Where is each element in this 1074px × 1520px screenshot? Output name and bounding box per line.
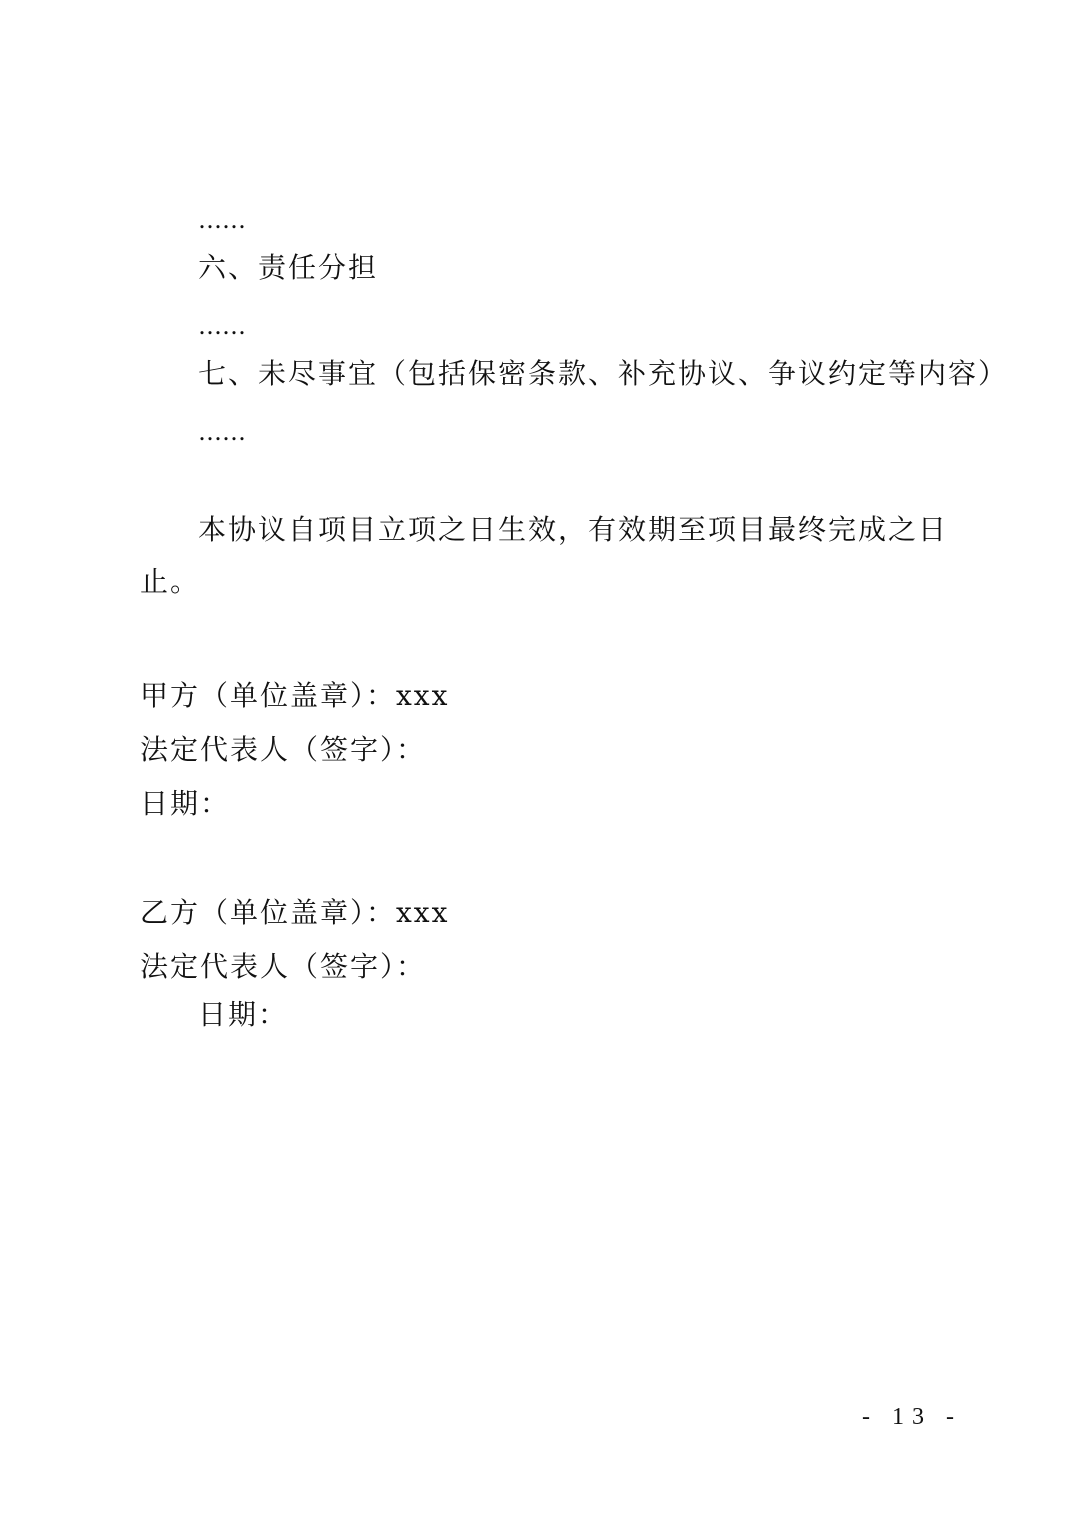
section-heading-responsibility: 六、责任分担 bbox=[198, 251, 379, 284]
effect-clause-line-1: 本协议自项目立项之日生效，有效期至项目最终完成之日 bbox=[198, 513, 949, 546]
page-number: - 13 - bbox=[862, 1404, 962, 1430]
party-b-seal-line: 乙方（单位盖章）：xxx bbox=[140, 896, 450, 929]
party-a-seal-line: 甲方（单位盖章）：xxx bbox=[140, 679, 450, 712]
effect-clause-line-2: 止。 bbox=[140, 565, 201, 598]
ellipsis-text: …… bbox=[198, 418, 246, 446]
party-a-date-line: 日期： bbox=[140, 787, 231, 820]
party-a-representative-line: 法定代表人（签字）： bbox=[140, 733, 427, 766]
party-b-date-line: 日期： bbox=[198, 998, 289, 1031]
party-b-representative-line: 法定代表人（签字）： bbox=[140, 950, 427, 983]
ellipsis-text: …… bbox=[198, 206, 246, 234]
ellipsis-text: …… bbox=[198, 312, 246, 340]
section-heading-miscellaneous: 七、未尽事宜（包括保密条款、补充协议、争议约定等内容） bbox=[198, 357, 1009, 390]
